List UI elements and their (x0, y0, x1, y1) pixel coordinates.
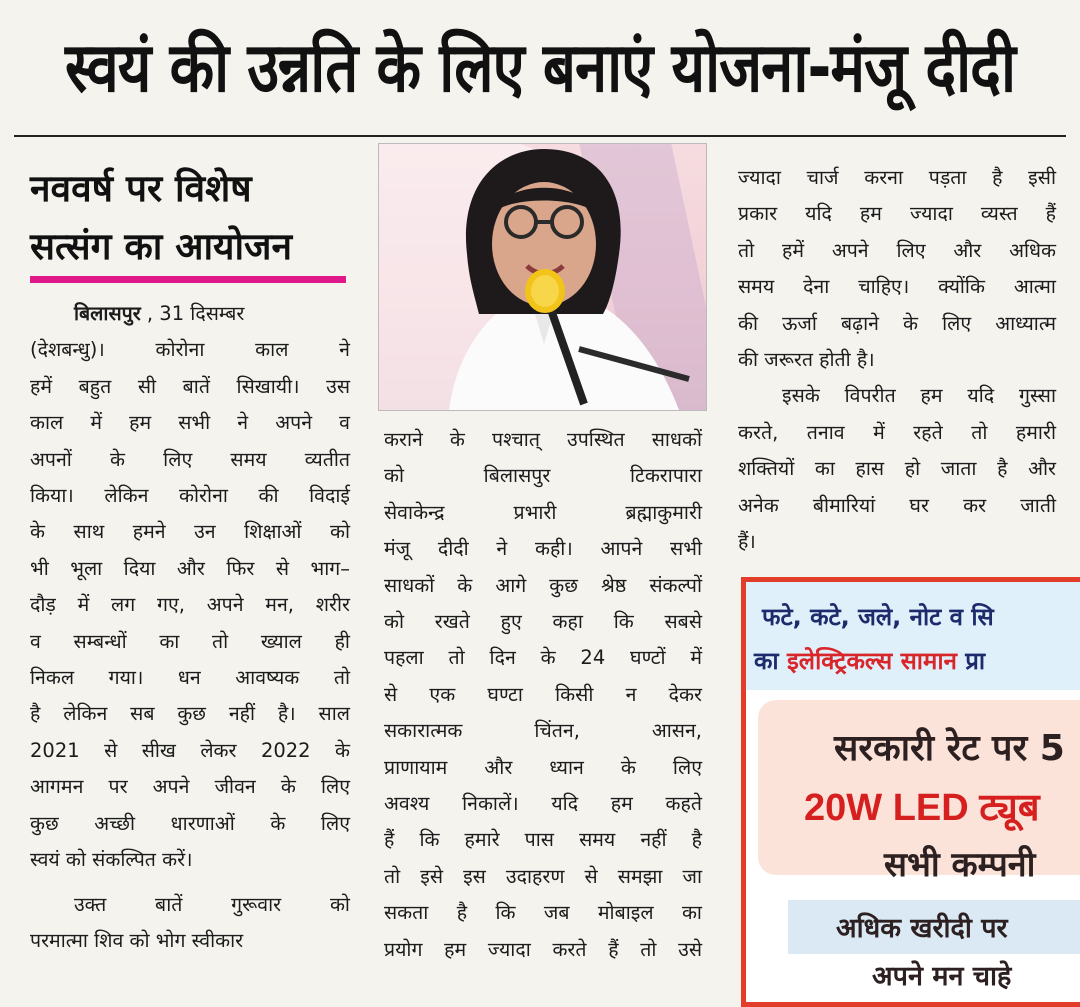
advertisement-line-2 (754, 644, 985, 677)
article-line: सेवाकेन्द्र प्रभारी ब्रह्माकुमारी (384, 500, 702, 524)
article-line: मंजू दीदी ने कही। आपने सभी (384, 537, 702, 561)
dateline-date: , 31 दिसम्बर (140, 302, 245, 325)
advertisement-bottom-line-1: अधिक खरीदी पर (836, 913, 1008, 944)
article-line: को बिलासपुर टिकरापारा (384, 464, 702, 488)
article-line: ज्यादा चार्ज करना पड़ता है इसी (738, 166, 1056, 189)
article-line: साधकों के आगे कुछ श्रेष्ठ संकल्पों (384, 573, 702, 597)
article-line: हमें बहुत सी बातें सिखायी। उस (30, 374, 350, 398)
article-line: इसके विपरीत हम यदि गुस्सा (782, 384, 1056, 408)
advertisement-offer-line-3: सभी कम्पनी (884, 845, 1036, 885)
headline-divider (14, 135, 1066, 137)
article-column-1 (30, 296, 350, 959)
headline: स्वयं की उन्नति के लिए बनाएं योजना-मंजू दीदी (64, 27, 1015, 108)
article-line: आगमन पर अपने जीवन के लिए (30, 775, 350, 799)
dateline: बिलासपुर (74, 302, 141, 325)
advertisement-bottom-line-2: अपने मन चाहे (872, 961, 1012, 992)
article-line: अपनों के लिए समय व्यतीत (30, 447, 350, 471)
article-line: हैं। (738, 530, 756, 554)
article-line (30, 296, 350, 332)
article-line: अवश्य निकालें। यदि हम कहते (384, 792, 702, 816)
article-line: 2021 से सीख लेकर 2022 के (30, 738, 350, 762)
article-column-2 (384, 422, 702, 968)
article-line: (देशबन्धु)। कोरोना काल ने (30, 338, 350, 362)
advertisement-offer-line-1: सरकारी रेट पर 5 (834, 728, 1065, 769)
article-line: किया। लेकिन कोरोना की विदाई (30, 484, 350, 508)
article-line: है लेकिन सब कुछ नहीं है। साल (30, 702, 350, 726)
advertisement-line-2-prefix: का (754, 647, 788, 675)
article-line: भी भूला दिया और फिर से भाग– (30, 556, 350, 580)
article-line: को रखते हुए कहा कि सबसे (384, 610, 702, 634)
article-line: से एक घण्टा किसी न देकर (384, 682, 702, 706)
article-line: के साथ हमने उन शिक्षाओं को (30, 520, 350, 544)
article-line: की जरूरत होती है। (738, 348, 875, 372)
advertisement (741, 577, 1080, 1007)
speaker-photo (378, 143, 707, 411)
article-line: अनेक बीमारियां घर कर जाती (738, 493, 1056, 517)
article-line: दौड़ में लग गए, अपने मन, शरीर (30, 593, 350, 617)
article-line: उक्त बातें गुरूवार को (74, 892, 350, 916)
advertisement-offer-line-2: 20W LED ट्यूब (804, 787, 1040, 829)
article-line: पहला तो दिन के 24 घण्टों में (384, 646, 702, 670)
article-line: हैं कि हमारे पास समय नहीं है (384, 828, 702, 852)
article-line: शक्तियों का हास हो जाता है और (738, 457, 1056, 481)
article-line: प्रकार यदि हम ज्यादा व्यस्त हैं (738, 202, 1056, 226)
article-line: तो इसे इस उदाहरण से समझा जा (384, 864, 702, 888)
article-line: व सम्बन्धों का तो ख्याल ही (30, 629, 350, 653)
article-line: काल में हम सभी ने अपने व (30, 411, 350, 435)
article-line: तो हमें अपने लिए और अधिक (738, 238, 1056, 262)
advertisement-line-1: फटे, कटे, जले, नोट व सि (762, 603, 994, 631)
article-line: सकता है कि जब मोबाइल का (384, 901, 702, 925)
article-line: परमात्मा शिव को भोग स्वीकार (30, 928, 244, 952)
subheading-line-2: सत्संग का आयोजन (30, 225, 293, 268)
article-line: की ऊर्जा बढ़ाने के लिए आध्यात्म (738, 311, 1056, 335)
article-column-3 (738, 160, 1056, 560)
advertisement-line-2-suffix: प्रा (956, 647, 986, 675)
subheading (30, 160, 350, 276)
article-line: करते, तनाव में रहते तो हमारी (738, 420, 1056, 444)
article-line: निकल गया। धन आवष्यक तो (30, 666, 350, 690)
article-line: समय देना चाहिए। क्योंकि आत्मा (738, 275, 1056, 299)
article-line: सकारात्मक चिंतन, आसन, (384, 719, 702, 743)
advertisement-line-2-highlight: इलेक्ट्रिकल्स सामान (787, 647, 957, 675)
article-line: कराने के पश्चात् उपस्थित साधकों (384, 428, 702, 451)
article-line: प्राणायाम और ध्यान के लिए (384, 755, 702, 779)
subheading-line-1: नववर्ष पर विशेष (30, 167, 252, 210)
subheading-accent-bar (30, 276, 346, 283)
speaker-photo-illustration (379, 144, 706, 410)
article-line: प्रयोग हम ज्यादा करते हैं तो उसे (384, 937, 702, 961)
article-line: कुछ अच्छी धारणाओं के लिए (30, 811, 350, 835)
article-line: स्वयं को संकल्पित करें। (30, 848, 193, 872)
